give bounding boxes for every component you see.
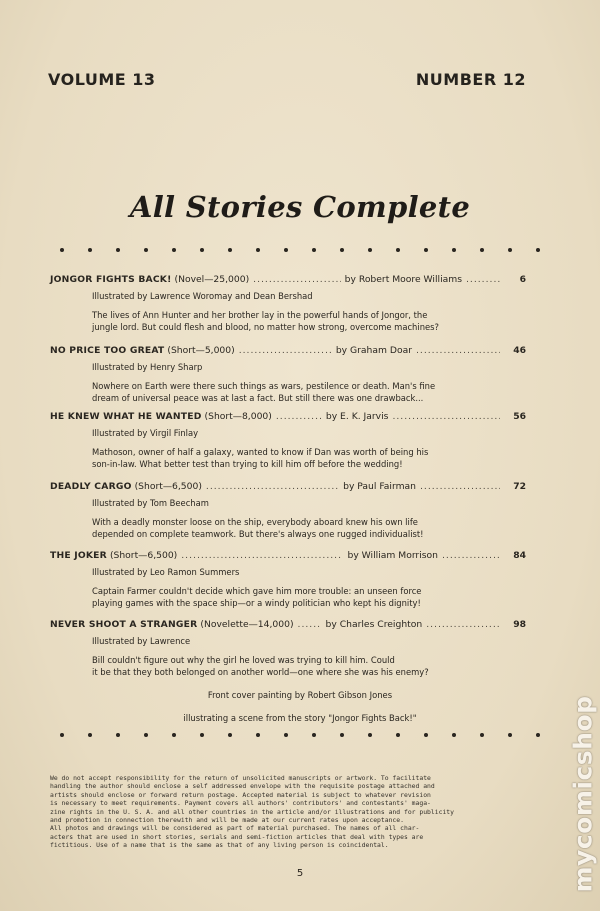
blurb-line: The lives of Ann Hunter and her brother lay in the powerful hands of Jongor, the bbox=[92, 310, 428, 320]
story-title: NEVER SHOOT A STRANGER bbox=[50, 619, 198, 630]
story-author: by William Morrison bbox=[347, 550, 438, 561]
story-illustrator: Illustrated by Tom Beecham bbox=[92, 498, 209, 508]
blurb-line: playing games with the space ship—or a windy politician who kept his dignity! bbox=[92, 598, 421, 608]
blurb-line: jungle lord. But could flesh and blood, no matter how strong, overcome machines? bbox=[92, 322, 439, 332]
story-blurb bbox=[92, 309, 526, 333]
dot-divider-bottom bbox=[60, 733, 540, 739]
story-entry bbox=[50, 345, 526, 404]
story-illustrator: Illustrated by Lawrence bbox=[92, 636, 191, 646]
dot-divider-top bbox=[60, 248, 540, 254]
watermark bbox=[566, 682, 600, 906]
dot-leader bbox=[239, 345, 332, 356]
story-title: HE KNEW WHAT HE WANTED bbox=[50, 411, 202, 422]
story-line bbox=[50, 411, 526, 422]
dot-leader bbox=[416, 345, 500, 356]
blurb-line: Bill couldn't figure out why the girl he loved was trying to kill him. Could bbox=[92, 655, 395, 665]
story-length: (Short—8,000) bbox=[204, 411, 272, 422]
story-illustrator: Illustrated by Leo Ramon Summers bbox=[92, 567, 240, 577]
story-blurb bbox=[92, 585, 526, 609]
disclaimer-line: acters that are used in short stories, serials and semi-fiction articles that deal with types are bbox=[50, 832, 424, 841]
story-author: by Paul Fairman bbox=[343, 481, 416, 492]
story-line bbox=[50, 345, 526, 356]
story-title: THE JOKER bbox=[50, 550, 107, 561]
blurb-line: Captain Farmer couldn't decide which gave him more trouble: an unseen force bbox=[92, 586, 422, 596]
dot-leader bbox=[466, 274, 500, 285]
story-entry bbox=[50, 619, 526, 678]
dot-leader bbox=[442, 550, 500, 561]
blurb-line: dream of universal peace was at last a fact. But still there was one drawback... bbox=[92, 393, 424, 403]
story-author: by Charles Creighton bbox=[325, 619, 423, 630]
disclaimer-line: All photos and drawings will be considered as part of material purchased. The names of all char- bbox=[50, 824, 420, 833]
story-illustrator: Illustrated by Lawrence Woromay and Dean Bershad bbox=[92, 291, 313, 301]
disclaimer-line: fictitious. Use of a name that is the same as that of any living person is coincidental. bbox=[50, 841, 389, 850]
story-page-number: 84 bbox=[513, 550, 526, 561]
blurb-line: depended on complete teamwork. But there's always one rugged individualist! bbox=[92, 529, 424, 539]
disclaimer-line: zine rights in the U. S. A. and all other countries in the article and/or illustrations and for publicity bbox=[50, 807, 454, 816]
disclaimer-line: and promotion in connection therewith and will be made at our current rates upon acceptance. bbox=[50, 816, 404, 825]
story-author: by Graham Doar bbox=[335, 345, 412, 356]
story-page-number: 98 bbox=[513, 619, 526, 630]
disclaimer-line: is necessary to meet requirements. Payment covers all authors' contributors' and contestants' maga- bbox=[50, 799, 431, 808]
disclaimer-line: We do not accept responsibility for the return of unsolicited manuscripts or artwork. To facilitate bbox=[50, 774, 431, 782]
story-line bbox=[50, 274, 526, 285]
cover-scene-credit: illustrating a scene from the story "Jongor Fights Back!" bbox=[183, 713, 417, 723]
page-number: 5 bbox=[296, 868, 304, 879]
volume-label: VOLUME 13 bbox=[48, 70, 156, 89]
story-title: DEADLY CARGO bbox=[50, 481, 132, 492]
story-entry bbox=[50, 274, 526, 333]
story-blurb bbox=[92, 654, 526, 678]
story-page-number: 46 bbox=[513, 345, 526, 356]
story-line bbox=[50, 481, 526, 492]
story-illustrator: Illustrated by Virgil Finlay bbox=[92, 428, 199, 438]
cover-credit: Front cover painting by Robert Gibson Jones bbox=[207, 690, 393, 700]
story-author: by E. K. Jarvis bbox=[325, 411, 389, 422]
disclaimer-line: handling the author should enclose a self addressed envelope with the requisite postage attached and bbox=[50, 782, 435, 791]
story-page-number: 56 bbox=[513, 411, 526, 422]
dot-leader bbox=[253, 274, 341, 285]
story-title: NO PRICE TOO GREAT bbox=[50, 345, 165, 356]
dot-leader bbox=[420, 481, 500, 492]
story-line bbox=[50, 550, 526, 561]
disclaimer-line: artists should enclose or forward return postage. Accepted material is subject to whatever revision bbox=[50, 790, 431, 799]
story-author: by Robert Moore Williams bbox=[344, 274, 462, 285]
blurb-line: Nowhere on Earth were there such things as wars, pestilence or death. Man's fine bbox=[92, 381, 436, 391]
dot-leader bbox=[276, 411, 322, 422]
story-title: JONGOR FIGHTS BACK! bbox=[50, 274, 172, 285]
story-blurb bbox=[92, 516, 526, 540]
story-entry bbox=[50, 411, 526, 470]
dot-leader bbox=[206, 481, 339, 492]
editorial-disclaimer bbox=[50, 774, 530, 850]
dot-leader bbox=[181, 550, 343, 561]
issue-header bbox=[48, 70, 526, 89]
story-illustrator: Illustrated by Henry Sharp bbox=[92, 362, 203, 372]
story-length: (Short—6,500) bbox=[109, 550, 178, 561]
dot-leader bbox=[392, 411, 500, 422]
story-page-number: 72 bbox=[513, 481, 526, 492]
blurb-line: son-in-law. What better test than trying to kill him off before the wedding! bbox=[92, 459, 403, 469]
story-blurb bbox=[92, 446, 526, 470]
story-length: (Novel—25,000) bbox=[174, 274, 250, 285]
number-label: NUMBER 12 bbox=[415, 70, 526, 89]
story-page-number: 6 bbox=[519, 274, 526, 285]
contents-title: All Stories Complete bbox=[129, 190, 471, 224]
watermark-text: mycomicshop bbox=[568, 695, 598, 893]
story-length: (Short—6,500) bbox=[134, 481, 202, 492]
blurb-line: it be that they both belonged on another world—one where she was his enemy? bbox=[92, 667, 429, 677]
dot-leader bbox=[298, 619, 322, 630]
dot-leader bbox=[426, 619, 500, 630]
story-entry bbox=[50, 481, 526, 540]
story-line bbox=[50, 619, 526, 630]
story-blurb bbox=[92, 380, 526, 404]
story-entry bbox=[50, 550, 526, 609]
story-length: (Novelette—14,000) bbox=[200, 619, 294, 630]
story-length: (Short—5,000) bbox=[167, 345, 235, 356]
blurb-line: Mathoson, owner of half a galaxy, wanted to know if Dan was worth of being his bbox=[92, 447, 429, 457]
blurb-line: With a deadly monster loose on the ship, everybody aboard knew his own life bbox=[92, 517, 418, 527]
